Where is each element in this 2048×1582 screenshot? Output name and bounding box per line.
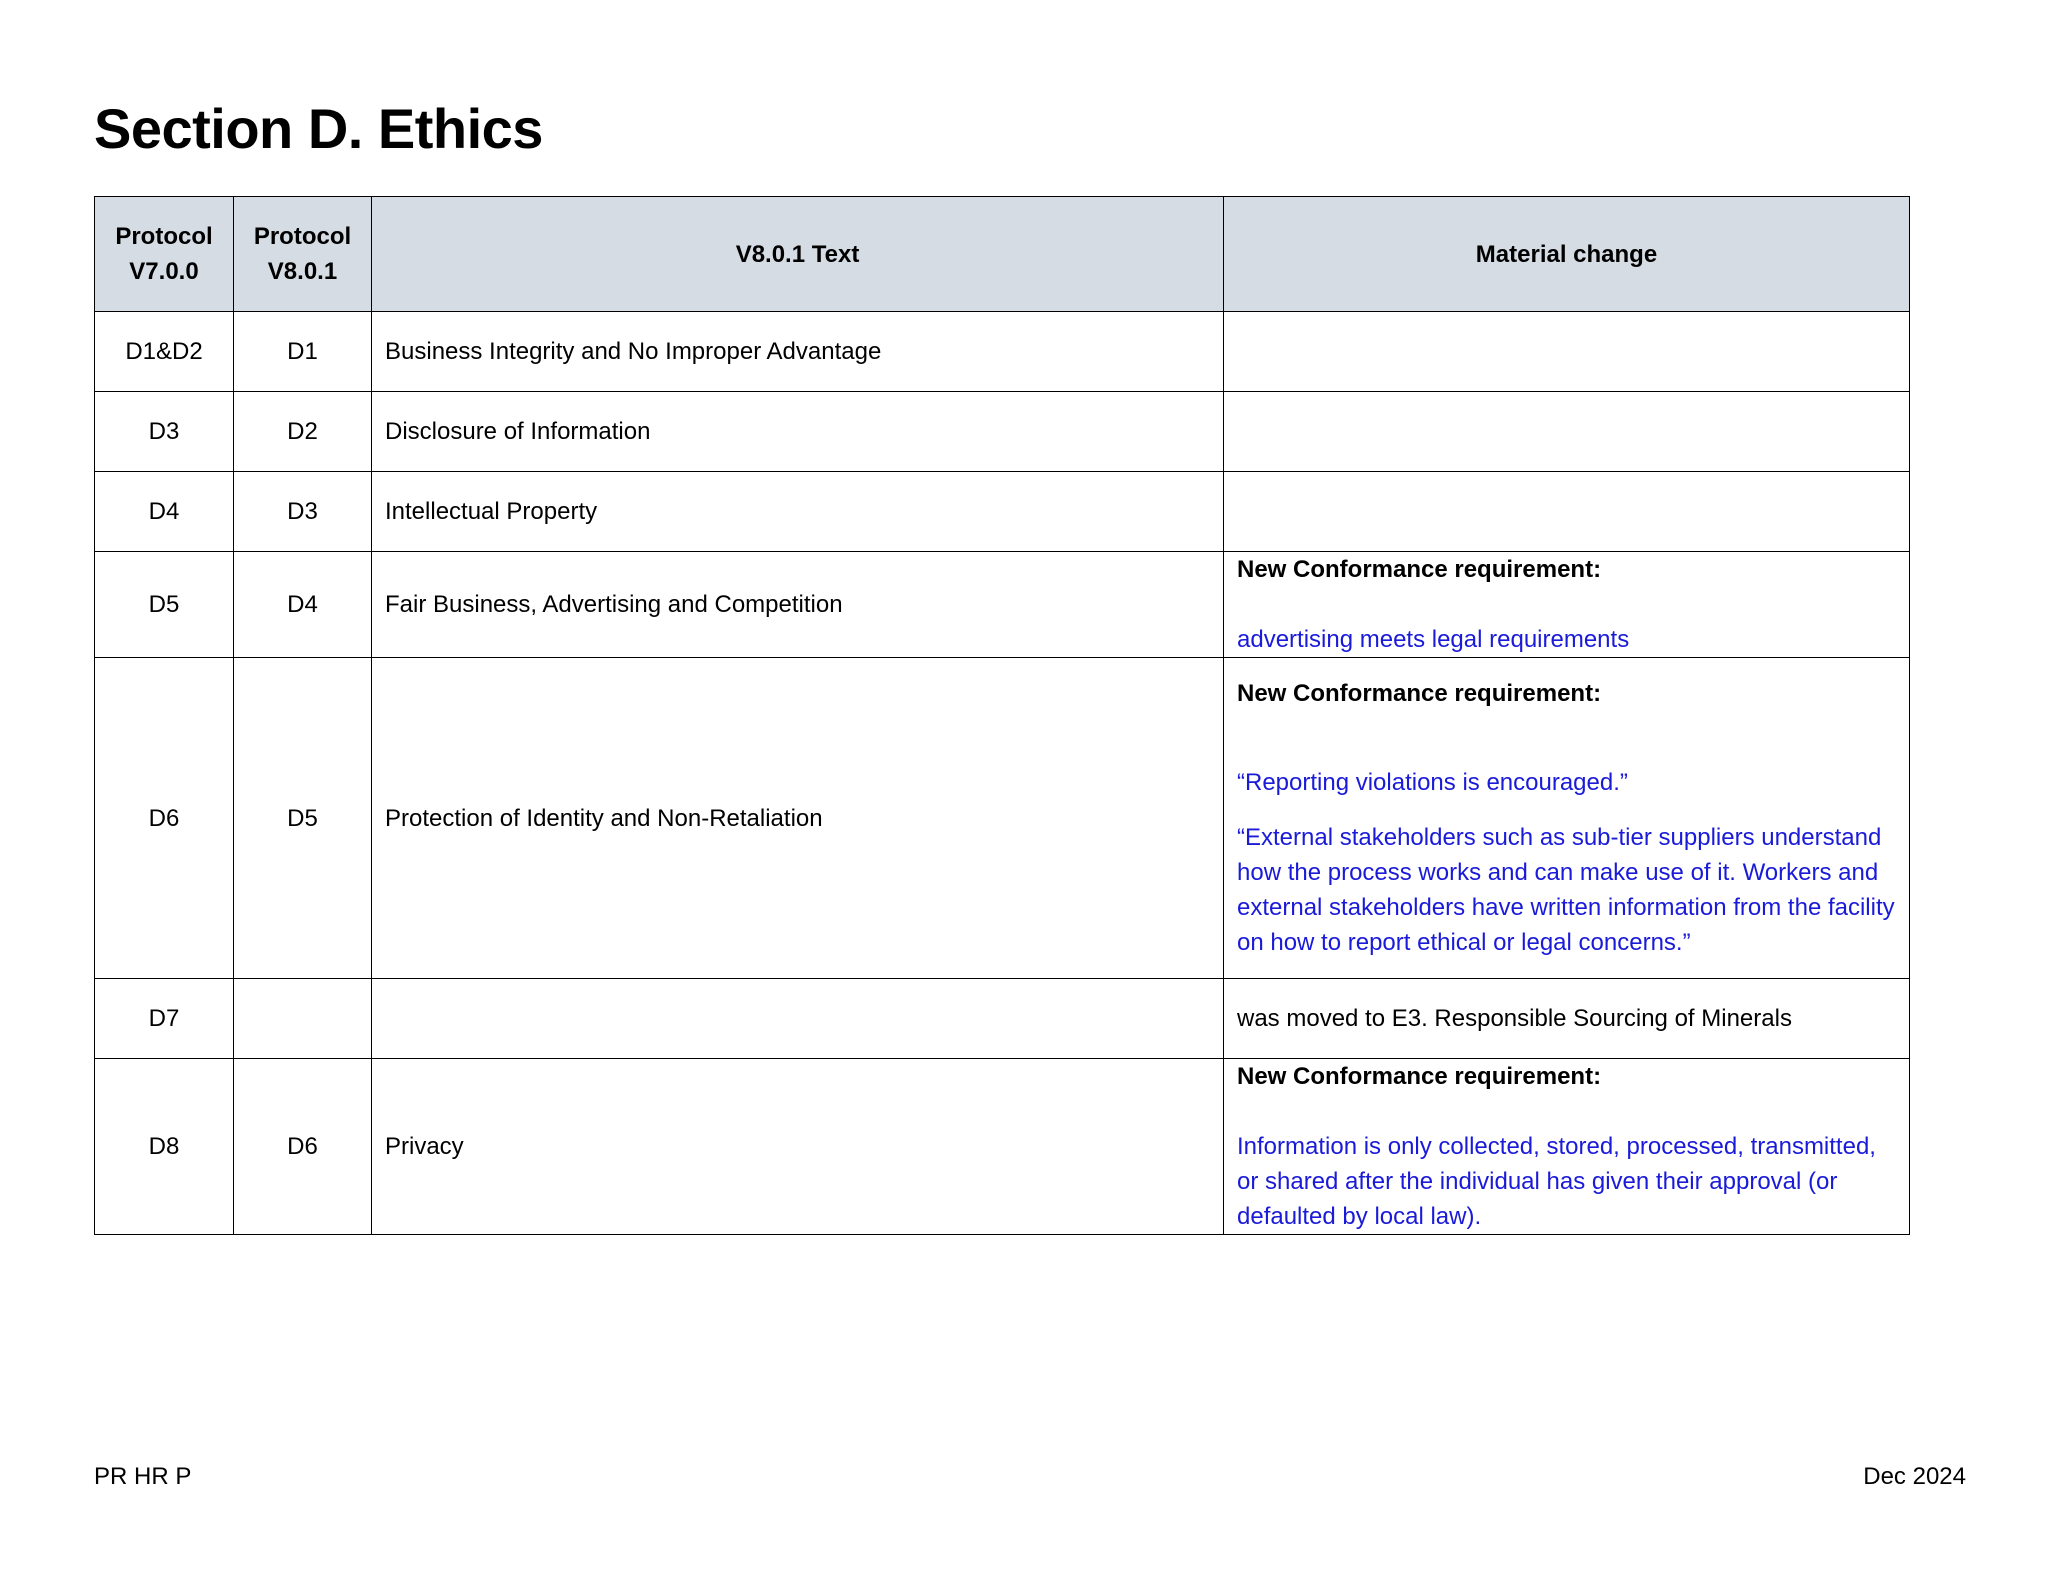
cell-protocol-v7: D7 [95,979,234,1059]
cell-protocol-v7: D3 [95,392,234,472]
footer-date: Dec 2024 [1863,1463,1966,1490]
cell-protocol-v8: D1 [234,312,372,392]
footer-document-code: PR HR P [94,1463,192,1490]
cell-protocol-v8: D4 [234,552,372,658]
page-title: Section D. Ethics [94,97,543,160]
cell-v8-text: Business Integrity and No Improper Advantage [372,312,1224,392]
change-heading: New Conformance requirement: [1237,680,1602,707]
cell-protocol-v7: D8 [95,1059,234,1235]
change-requirement-text: Information is only collected, stored, processed, transmitted, or shared after the individual has given their approval (or defaulted by local law). [1237,1133,1876,1230]
cell-material-change [1224,312,1910,392]
table-row [95,979,1910,1059]
cell-protocol-v8: D6 [234,1059,372,1235]
cell-material-change [1224,658,1910,979]
cell-v8-text [372,979,1224,1059]
cell-material-change [1224,552,1910,658]
cell-protocol-v8 [234,979,372,1059]
ethics-change-table [94,196,1910,1235]
change-requirement-text: “External stakeholders such as sub-tier suppliers understand how the process works and can make use of it. Workers and external stakeholders have written information from the facility on how to report ethical or legal concerns.” [1237,824,1895,956]
cell-protocol-v7: D6 [95,658,234,979]
cell-material-change [1224,1059,1910,1235]
header-protocol-v7: Protocol V7.0.0 [95,197,234,312]
header-protocol-v8: Protocol V8.0.1 [234,197,372,312]
cell-v8-text: Disclosure of Information [372,392,1224,472]
table-row [95,392,1910,472]
table-row [95,1059,1910,1235]
cell-v8-text: Protection of Identity and Non-Retaliation [372,658,1224,979]
change-requirement-text: advertising meets legal requirements [1237,626,1630,653]
cell-protocol-v8: D3 [234,472,372,552]
header-v8-text: V8.0.1 Text [372,197,1224,312]
change-heading: New Conformance requirement: [1237,556,1602,583]
cell-protocol-v8: D5 [234,658,372,979]
cell-material-change [1224,392,1910,472]
table-row [95,552,1910,658]
cell-material-change: was moved to E3. Responsible Sourcing of Minerals [1224,979,1910,1059]
change-heading: New Conformance requirement: [1237,1063,1602,1090]
cell-material-change [1224,472,1910,552]
table-header-row [95,197,1910,312]
cell-v8-text: Privacy [372,1059,1224,1235]
cell-protocol-v7: D5 [95,552,234,658]
cell-protocol-v7: D1&D2 [95,312,234,392]
change-requirement-text: “Reporting violations is encouraged.” [1237,769,1628,796]
cell-v8-text: Fair Business, Advertising and Competition [372,552,1224,658]
header-material-change: Material change [1224,197,1910,312]
cell-protocol-v8: D2 [234,392,372,472]
table-row [95,312,1910,392]
cell-v8-text: Intellectual Property [372,472,1224,552]
table-row [95,658,1910,979]
table-row [95,472,1910,552]
cell-protocol-v7: D4 [95,472,234,552]
